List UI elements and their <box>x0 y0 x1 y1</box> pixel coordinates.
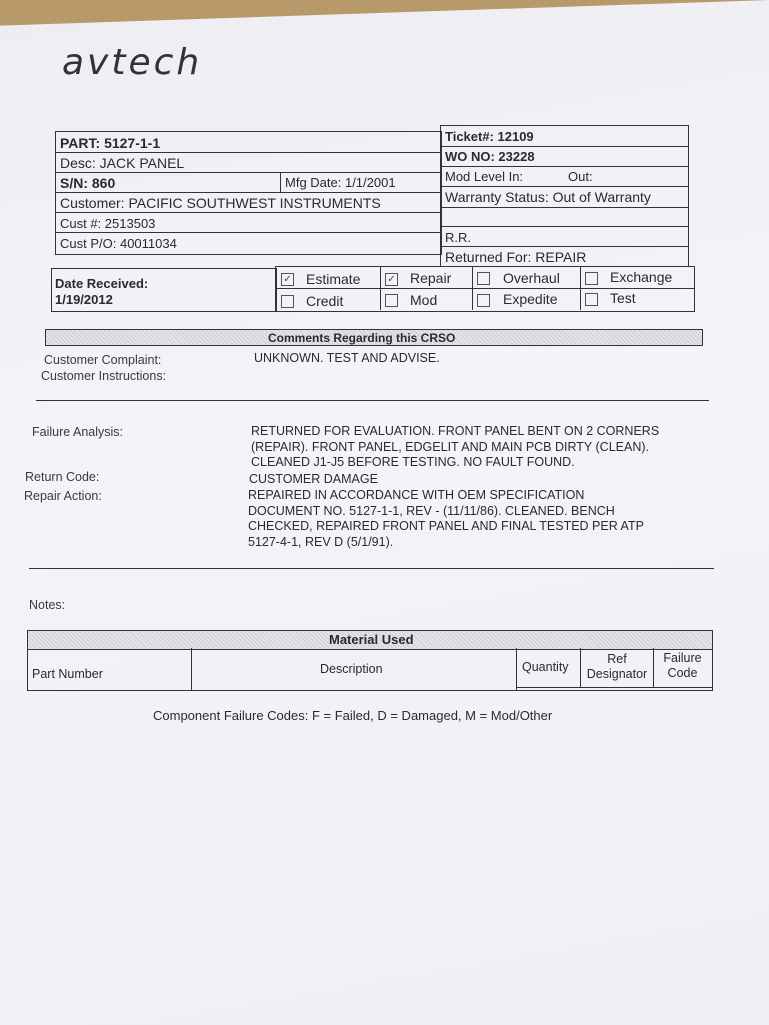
returned-for: Returned For: REPAIR <box>445 249 587 265</box>
notes-label: Notes: <box>29 598 66 612</box>
return-code: CUSTOMER DAMAGE <box>249 472 378 486</box>
failure-codes-legend: Component Failure Codes: F = Failed, D = Damaged, M = Mod/Other <box>153 708 553 723</box>
credit-checkbox[interactable] <box>281 295 294 308</box>
col-description: Description <box>320 662 383 676</box>
repair-action-text: REPAIRED IN ACCORDANCE WITH OEM SPECIFICATION DOCUMENT NO. 5127-1-1, REV - (11/11/86). CLEANED. BENCH CHECKED, REPAIRED FRONT PANEL AND FINAL TESTED PER ATP 5127-4-1, REV D (5/1/91). <box>248 488 644 549</box>
customer-complaint-label: Customer Complaint: <box>44 353 162 367</box>
material-used-header: Material Used <box>329 632 414 647</box>
date-received: 1/19/2012 <box>55 292 113 307</box>
repair-action-label: Repair Action: <box>24 489 102 503</box>
ticket-number: Ticket#: 12109 <box>445 129 534 144</box>
overhaul-checkbox[interactable] <box>477 272 490 285</box>
test-checkbox[interactable] <box>585 293 598 306</box>
estimate-checkbox[interactable]: ✓ <box>281 273 294 286</box>
description: Desc: JACK PANEL <box>60 155 185 171</box>
serial-number: S/N: 860 <box>60 175 116 191</box>
col-ref-designator: Ref Designator <box>586 652 648 681</box>
wo-number: WO NO: 23228 <box>445 149 535 164</box>
customer: Customer: PACIFIC SOUTHWEST INSTRUMENTS <box>60 195 381 211</box>
mod-level-in: Mod Level In: <box>445 169 524 184</box>
repair-checkbox[interactable]: ✓ <box>385 273 398 286</box>
customer-instructions-label: Customer Instructions: <box>41 369 167 383</box>
section-divider-2 <box>29 568 714 569</box>
failure-analysis-label: Failure Analysis: <box>32 425 124 439</box>
failure-analysis-text: RETURNED FOR EVALUATION. FRONT PANEL BENT ON 2 CORNERS (REPAIR). FRONT PANEL, EDGELIT AND MAIN PCB DIRTY (CLEAN). CLEANED J1-J5 BEFORE TESTING. NO FAULT FOUND. <box>251 424 660 469</box>
customer-po: Cust P/O: 40011034 <box>60 236 177 251</box>
customer-complaint: UNKNOWN. TEST AND ADVISE. <box>254 351 440 365</box>
col-quantity: Quantity <box>522 660 569 674</box>
expedite-checkbox[interactable] <box>477 294 490 307</box>
part-number: PART: 5127-1-1 <box>60 135 161 151</box>
date-received-label: Date Received: <box>55 276 149 291</box>
mod-level-out: Out: <box>568 169 593 184</box>
mod-checkbox[interactable] <box>385 294 398 307</box>
section-divider <box>36 400 709 401</box>
warranty-status: Warranty Status: Out of Warranty <box>445 189 651 205</box>
exchange-checkbox[interactable] <box>585 272 598 285</box>
mfg-date: Mfg Date: 1/1/2001 <box>285 175 396 190</box>
return-code-label: Return Code: <box>25 470 100 484</box>
customer-number: Cust #: 2513503 <box>60 216 156 231</box>
avtech-logo: avtech <box>62 42 203 83</box>
col-failure-code: Failure Code <box>663 651 702 680</box>
comments-header: Comments Regarding this CRSO <box>268 331 456 345</box>
col-part-number: Part Number <box>32 667 103 681</box>
rr-label: R.R. <box>445 230 471 245</box>
